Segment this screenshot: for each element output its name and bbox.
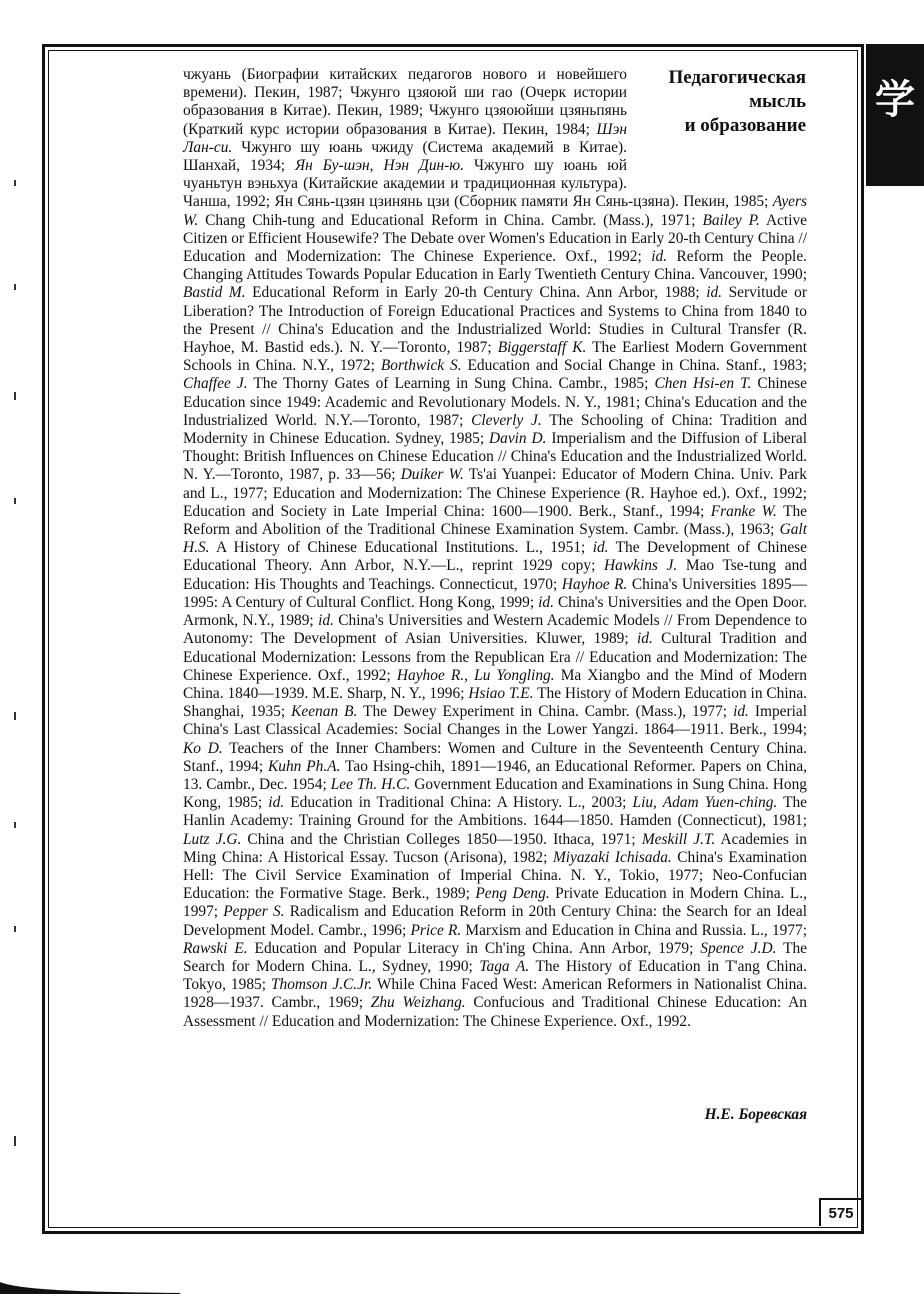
author-name: Zhu Weizhang. <box>370 994 466 1012</box>
author-name: Davin D. <box>489 430 547 448</box>
author-name: Biggerstaff K. <box>497 339 587 357</box>
text-run: The Schooling of China: Tradition and Modernity in Chinese Education. Sydney, 1985; <box>183 411 807 448</box>
scan-mark <box>14 712 16 720</box>
author-name: Rawski E. <box>183 939 248 957</box>
author-name: id. <box>637 630 653 648</box>
text-run: While China Faced West: American Reformers in Nationalist China. 1928—1937. Cambr., 1969; <box>183 976 807 1012</box>
author-name: Franke W. <box>710 502 777 520</box>
author-name: Duiker W. <box>400 466 464 484</box>
author-name: Price R. <box>410 921 462 939</box>
text-run: The Earliest Modern Government Schools in China. N.Y., 1972; <box>183 339 807 375</box>
author-name: Meskill J.T. <box>641 830 716 848</box>
author-name: Ayers W. <box>183 193 807 229</box>
author-name: id. <box>538 593 554 611</box>
text-run: The Reform and Abolition of the Traditional Chinese Examination System. Cambr. (Mass.), 1963; <box>183 502 807 539</box>
text-run: China's Universities and the Open Door. Armonk, N.Y., 1989; <box>183 593 807 630</box>
author-name: Lee Th. H.C. <box>330 775 411 793</box>
text-run: Tao Hsing-chih, 1891—1946, an Educational Reformer. Papers on China, 13. Cambr., Dec. 1954; <box>183 757 807 793</box>
scan-mark <box>14 1136 16 1146</box>
text-run: Education in Traditional China: A History. L., 2003; <box>284 794 633 812</box>
text-run: Mao Tse-tung and Education: His Thoughts and Teachings. Connecticut, 1970; <box>183 557 807 593</box>
text-run: Servitude or Liberation? The Introduction of Foreign Educational Practices and Systems to China from 1840 to the Present // China's Education and the Industrialized World: Studies in Cultural Transfer (R. Hayhoe, M. Bastid eds.). N. Y.—Toronto, 1987; <box>183 284 807 357</box>
author-name: id. <box>318 612 334 630</box>
header-float-spacer <box>627 66 807 176</box>
text-run: The History of Modern Education in China. Shanghai, 1935; <box>183 684 808 721</box>
author-name: Bailey P. <box>702 211 760 229</box>
text-run: Academies in Ming China: A Historical Essay. Tucson (Arisona), 1982; <box>183 830 807 866</box>
text-run: China and the Christian Colleges 1850—1950. Ithaca, 1971; <box>241 830 642 848</box>
text-run: Education and Popular Literacy in Ch'ing China. Ann Arbor, 1979; <box>247 939 701 957</box>
text-run: China's Universities 1895—1995: A Century of Cultural Conflict. Hong Kong, 1999; <box>183 575 807 611</box>
text-run: The Development of Chinese Educational Theory. Ann Arbor, N.Y.—L., reprint 1929 copy; <box>183 539 807 575</box>
text-run: Чжунго шу юань юй чуаньтун вэньхуа (Китайские академии и традиционная культура). Чанша, 1992; Ян Сянь-цзян цзинянь цзи (Сборник памяти Ян Сянь-цзяна). Пекин, 1985; <box>183 157 773 211</box>
author-name: Ko D. <box>183 739 223 757</box>
text-run: Reform the People. Changing Attitudes Towards Popular Education in Early Twentieth Century China. Vancouver, 1990; <box>183 248 807 284</box>
text-run: Чжунго шу юань чжиду (Система академий в Китае). Шанхай, 1934; <box>183 138 627 175</box>
author-name: Miyazaki Ichisada. <box>552 848 672 866</box>
bibliography-text <box>183 66 807 1031</box>
header-line-1: Педагогическая <box>668 67 806 88</box>
text-run: Cultural Tradition and Educational Modernization: Lessons from the Republican Era // Education and Modernization: The Chinese Experience. Oxf., 1992; <box>183 630 807 684</box>
author-name: Lutz J.G. <box>183 830 242 848</box>
text-run: Private Education in Modern China. L., 1997; <box>183 885 807 921</box>
author-name: Galt H.S. <box>183 521 807 557</box>
scan-artifact <box>0 1276 180 1294</box>
author-name: Hayhoe R., Lu Yongling. <box>396 666 555 684</box>
text-run: Chinese Education since 1949: Academic and Revolutionary Models. N. Y., 1981; China's Education and the Industrialized World. N.Y.—Toronto, 1987; <box>183 375 808 429</box>
text-run: Teachers of the Inner Chambers: Women and Culture in the Seventeenth Century China. Stanf., 1994; <box>183 739 807 775</box>
text-run: The Search for Modern China. L., Sydney, 1990; <box>183 939 808 975</box>
scan-mark <box>14 180 16 186</box>
header-line-2: мысль <box>749 91 806 112</box>
author-name: Шэн Лан-си. <box>183 120 627 156</box>
author-name: Spence J.D. <box>700 939 777 957</box>
page-number: 575 <box>819 1198 861 1226</box>
scan-mark <box>14 392 16 400</box>
text-run: Marxism and Education in China and Russia. L., 1977; <box>461 921 808 939</box>
text-run: Government Education and Examinations in Sung China. Hong Kong, 1985; <box>183 775 807 812</box>
text-run: A History of Chinese Educational Institutions. L., 1951; <box>209 539 593 557</box>
section-tab <box>866 44 924 186</box>
scan-mark <box>14 926 16 932</box>
author-name: Thomson J.C.Jr. <box>270 976 373 994</box>
author-name: Chen Hsi-en T. <box>654 375 752 393</box>
text-run: Ts'ai Yuanpei: Educator of Modern China. Univ. Park and L., 1977; Education and Modernization: The Chinese Experience (R. Hayhoe ed.). Oxf., 1992; Education and Society in Late Imperial China: 1600—1900. Berk., Stanf., 1994; <box>183 466 807 520</box>
text-run: China's Universities and Western Academic Models // From Dependence to Autonomy: The Development of Asian Universities. Kluwer, 1989; <box>183 612 807 648</box>
author-name: id. <box>268 794 285 812</box>
text-run: Radicalism and Education Reform in 20th Century China: the Search for an Ideal Development Model. Cambr., 1996; <box>183 903 807 939</box>
author-name: Hsiao T.E. <box>468 684 534 702</box>
scan-mark <box>14 498 16 504</box>
scan-mark <box>14 822 16 828</box>
author-name: Hawkins J. <box>604 557 678 575</box>
author-name: Peng Deng. <box>475 885 550 903</box>
text-run: Chang Chih-tung and Educational Reform in China. Cambr. (Mass.), 1971; <box>198 211 703 229</box>
scan-mark <box>14 284 16 290</box>
author-name: Pepper S. <box>223 903 285 921</box>
author-name: Liu, Adam Yuen-ching. <box>632 794 778 812</box>
text-run: The Thorny Gates of Learning in Sung China. Cambr., 1985; <box>247 375 655 393</box>
author-name: Borthwick S. <box>380 357 462 375</box>
author-name: Taga A. <box>479 957 530 975</box>
author-name: Hayhoe R. <box>561 575 628 593</box>
author-name: Ян Бу-шэн, Нэн Дин-ю. <box>295 157 464 175</box>
author-signature: Н.Е. Боревская <box>704 1106 807 1123</box>
text-run: The Hanlin Academy: Training Ground for the Ambitions. 1644—1850. Hamden (Connecticut), 1981; <box>183 794 807 830</box>
text-run: Confucious and Traditional Chinese Education: An Assessment // Education and Modernization: The Chinese Experience. Oxf., 1992. <box>183 994 807 1030</box>
author-name: id. <box>592 539 609 557</box>
author-name: id. <box>706 284 723 302</box>
text-run: Imperial China's Last Classical Academies: Social Changes in the Lower Yangzi. 1864—1911. Berk., 1994; <box>183 703 807 739</box>
text-run: Imperialism and the Diffusion of Liberal Thought: British Influences on Chinese Education // China's Education and the Industrialized World. N. Y.—Toronto, 1987, p. 33—56; <box>183 430 807 484</box>
text-run: Active Citizen or Efficient Housewife? The Debate over Women's Education in Early 20-th Century China // Education and Modernization: The Chinese Experience. Oxf., 1992; <box>183 211 807 266</box>
text-run: Ma Xiangbo and the Mind of Modern China. 1840—1939. M.E. Sharp, N. Y., 1996; <box>183 666 808 702</box>
header-line-3: и образование <box>684 115 806 136</box>
author-name: Chaffee J. <box>183 375 248 393</box>
author-name: id. <box>733 703 749 721</box>
text-run: Education and Social Change in China. Stanf., 1983; <box>461 357 807 375</box>
author-name: Cleverly J. <box>471 411 542 429</box>
text-run: The Dewey Experiment in China. Cambr. (Mass.), 1977; <box>357 703 734 721</box>
author-name: Bastid M. <box>183 284 246 302</box>
text-run: China's Examination Hell: The Civil Service Examination of Imperial China. N. Y., Tokio, 1977; Neo-Confucian Education: the Formative Stage. Berk., 1989; <box>183 848 807 903</box>
text-run: Educational Reform in Early 20-th Century China. Ann Arbor, 1988; <box>245 284 707 302</box>
author-name: id. <box>651 248 668 266</box>
text-run: The History of Education in T'ang China. Tokyo, 1985; <box>183 957 807 994</box>
author-name: Keenan B. <box>291 703 358 721</box>
section-tab-glyph: 学 <box>875 76 915 123</box>
text-run: чжуань (Биографии китайских педагогов нового и новейшего времени). Пекин, 1987; Чжунго цзяоюй ши гао (Очерк истории образования в Китае). Пекин, 1989; Чжунго цзяоюйши цзяньпянь (Краткий курс истории образования в Китае). Пекин, 1984; <box>183 66 627 138</box>
author-name: Kuhn Ph.A. <box>268 757 341 775</box>
